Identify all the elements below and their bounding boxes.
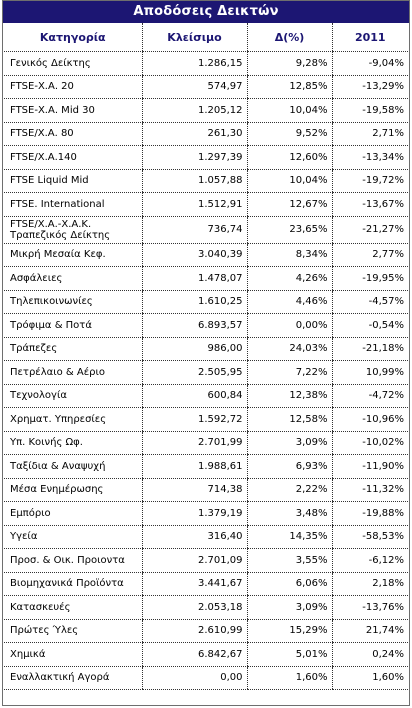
cell-category: Χημικά [4,643,142,667]
cell-change: 24,03% [247,337,332,361]
cell-ytd: -19,88% [332,502,408,526]
cell-change: 0,00% [247,314,332,338]
table-title: Αποδόσεις Δεικτών [3,1,409,23]
cell-category: Τράπεζες [4,337,142,361]
cell-ytd: -11,90% [332,455,408,479]
cell-category: FTSE-Χ.Α. Mid 30 [4,99,142,123]
cell-ytd: 0,24% [332,643,408,667]
table-row [4,384,408,408]
cell-category: Τρόφιμα & Ποτά [4,314,142,338]
cell-ytd: -13,76% [332,596,408,620]
table-row [4,455,408,479]
cell-ytd: -4,57% [332,290,408,314]
cell-category: FTSE/Χ.Α. 80 [4,122,142,146]
cell-category: FTSE/Χ.Α.140 [4,146,142,170]
table-row [4,216,408,243]
cell-ytd: -4,72% [332,384,408,408]
cell-category: FTSE-Χ.Α. 20 [4,75,142,99]
cell-close: 1.297,39 [142,146,247,170]
cell-ytd: 2,18% [332,572,408,596]
cell-close: 2.505,95 [142,361,247,385]
cell-change: 14,35% [247,525,332,549]
cell-change: 3,55% [247,549,332,573]
cell-change: 5,01% [247,643,332,667]
header-close: Κλείσιμο [142,23,247,52]
cell-ytd: -9,04% [332,52,408,76]
cell-category: Βιομηχανικά Προϊόντα [4,572,142,596]
table-row [4,525,408,549]
cell-change: 4,26% [247,267,332,291]
returns-table [4,23,408,690]
table-row [4,572,408,596]
cell-close: 1.379,19 [142,502,247,526]
cell-close: 1.286,15 [142,52,247,76]
cell-ytd: -10,02% [332,431,408,455]
cell-category: Χρηματ. Υπηρεσίες [4,408,142,432]
index-returns-panel [2,0,410,706]
cell-change: 2,22% [247,478,332,502]
cell-change: 8,34% [247,243,332,267]
cell-category: Μέσα Ενημέρωσης [4,478,142,502]
cell-category-text: FTSE/Χ.Α.-Χ.Α.Κ. Τραπεζικός Δείκτης [10,218,111,241]
cell-ytd: -19,95% [332,267,408,291]
cell-ytd: -13,29% [332,75,408,99]
cell-ytd: 10,99% [332,361,408,385]
cell-close: 6.893,57 [142,314,247,338]
header-ytd: 2011 [332,23,408,52]
cell-close: 986,00 [142,337,247,361]
cell-change: 6,06% [247,572,332,596]
cell-ytd: 1,60% [332,666,408,690]
cell-ytd: 2,77% [332,243,408,267]
cell-change: 12,38% [247,384,332,408]
cell-ytd: -19,58% [332,99,408,123]
table-row [4,290,408,314]
table-row [4,408,408,432]
cell-category [4,216,142,243]
cell-change: 4,46% [247,290,332,314]
table-row [4,502,408,526]
table-row [4,666,408,690]
cell-ytd: -10,96% [332,408,408,432]
cell-change: 3,48% [247,502,332,526]
cell-category: Κατασκευές [4,596,142,620]
cell-close: 3.441,67 [142,572,247,596]
cell-close: 3.040,39 [142,243,247,267]
cell-change: 10,04% [247,169,332,193]
cell-ytd: -13,34% [332,146,408,170]
cell-change: 12,60% [247,146,332,170]
header-row [4,23,408,52]
cell-ytd: -21,18% [332,337,408,361]
table-row [4,431,408,455]
cell-change: 3,09% [247,596,332,620]
cell-change: 10,04% [247,99,332,123]
table-body [4,52,408,690]
table-row [4,75,408,99]
cell-category: Εμπόριο [4,502,142,526]
cell-ytd: 2,71% [332,122,408,146]
cell-category: Προσ. & Οικ. Προιοντα [4,549,142,573]
table-row [4,314,408,338]
cell-close: 1.512,91 [142,193,247,217]
cell-change: 12,58% [247,408,332,432]
cell-change: 9,28% [247,52,332,76]
cell-close: 600,84 [142,384,247,408]
table-row [4,267,408,291]
cell-change: 7,22% [247,361,332,385]
cell-category: Πρώτες Ύλες [4,619,142,643]
cell-ytd: 21,74% [332,619,408,643]
table-row [4,361,408,385]
cell-close: 1.057,88 [142,169,247,193]
cell-ytd: -19,72% [332,169,408,193]
cell-close: 261,30 [142,122,247,146]
cell-close: 2.053,18 [142,596,247,620]
cell-category: Ταξίδια & Αναψυχή [4,455,142,479]
cell-ytd: -11,32% [332,478,408,502]
table-row [4,169,408,193]
cell-category: Εναλλακτική Αγορά [4,666,142,690]
header-category: Κατηγορία [4,23,142,52]
cell-close: 714,38 [142,478,247,502]
table-row [4,549,408,573]
cell-change: 15,29% [247,619,332,643]
cell-category: Τηλεπικοινωνίες [4,290,142,314]
cell-close: 2.610,99 [142,619,247,643]
table-row [4,596,408,620]
cell-category: Γενικός Δείκτης [4,52,142,76]
cell-close: 1.592,72 [142,408,247,432]
cell-close: 1.205,12 [142,99,247,123]
cell-close: 574,97 [142,75,247,99]
table-row [4,193,408,217]
cell-close: 0,00 [142,666,247,690]
table-row [4,478,408,502]
cell-change: 12,85% [247,75,332,99]
cell-change: 6,93% [247,455,332,479]
cell-ytd: -6,12% [332,549,408,573]
table-row [4,619,408,643]
cell-close: 316,40 [142,525,247,549]
cell-close: 736,74 [142,216,247,243]
cell-ytd: -58,53% [332,525,408,549]
table-row [4,643,408,667]
cell-category: Μικρή Μεσαία Κεφ. [4,243,142,267]
cell-close: 1.988,61 [142,455,247,479]
cell-close: 6.842,67 [142,643,247,667]
cell-change: 9,52% [247,122,332,146]
cell-category: Ασφάλειες [4,267,142,291]
table-row [4,122,408,146]
cell-change: 12,67% [247,193,332,217]
cell-category: Τεχνολογία [4,384,142,408]
cell-ytd: -0,54% [332,314,408,338]
table-row [4,52,408,76]
header-change: Δ(%) [247,23,332,52]
cell-change: 3,09% [247,431,332,455]
cell-close: 1.610,25 [142,290,247,314]
cell-change: 1,60% [247,666,332,690]
cell-close: 2.701,99 [142,431,247,455]
cell-change: 23,65% [247,216,332,243]
cell-ytd: -13,67% [332,193,408,217]
table-row [4,99,408,123]
table-row [4,146,408,170]
cell-category: FTSE Liquid Mid [4,169,142,193]
cell-category: Υγεία [4,525,142,549]
table-row [4,337,408,361]
cell-close: 1.478,07 [142,267,247,291]
table-row [4,243,408,267]
cell-ytd: -21,27% [332,216,408,243]
cell-category: Υπ. Κοινής Ωφ. [4,431,142,455]
cell-close: 2.701,09 [142,549,247,573]
cell-category: Πετρέλαιο & Αέριο [4,361,142,385]
cell-category: FTSE. International [4,193,142,217]
